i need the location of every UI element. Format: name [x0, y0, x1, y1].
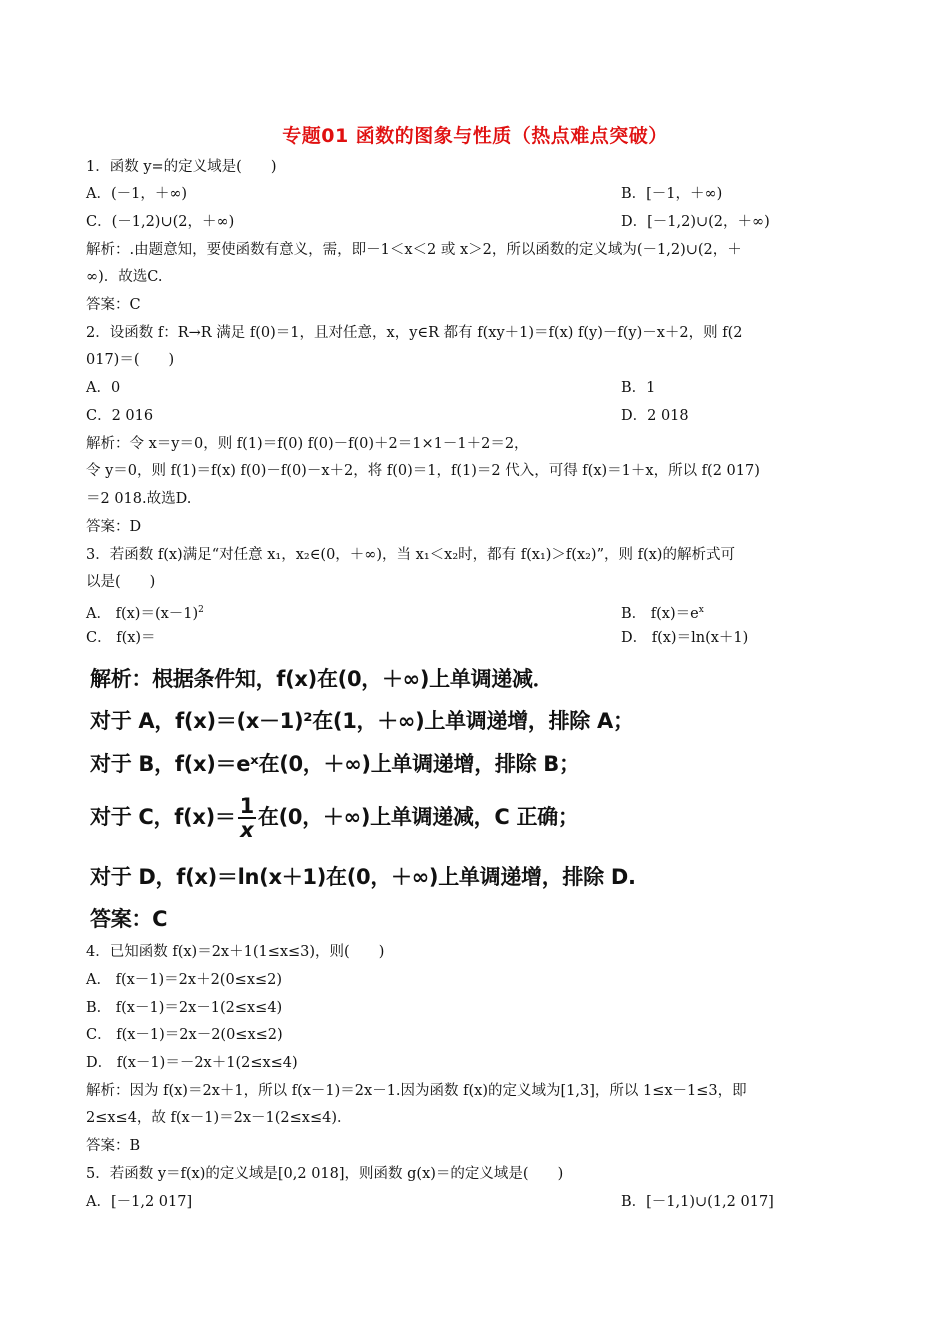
q1-option-d: D．[－1,2)∪(2，＋∞)	[621, 214, 770, 230]
q1-stem: 1．函数 y=的定义域是( )	[86, 159, 277, 175]
q1-analysis-line-1: 解析：.由题意知，要使函数有意义，需，即－1＜x＜2 或 x＞2，所以函数的定义域为(－1,2)∪(2，＋	[86, 242, 742, 258]
q5-option-a: A．[－1,2 017]	[86, 1194, 193, 1210]
q2-stem-line-1: 2．设函数 f：R→R 满足 f(0)＝1，且对任意，x，y∈R 都有 f(xy＋1)＝f(x) f(y)－f(y)－x＋2，则 f(2	[86, 325, 743, 341]
q4-option-b: B． f(x－1)＝2x－1(2≤x≤4)	[86, 1000, 283, 1016]
q4-option-a: A． f(x－1)＝2x＋2(0≤x≤2)	[86, 972, 283, 988]
q1-option-c: C．(－1,2)∪(2，＋∞)	[86, 214, 235, 230]
q4-option-d: D． f(x－1)＝－2x＋1(2≤x≤4)	[86, 1055, 298, 1071]
q2-option-a: A．0	[86, 380, 121, 396]
q4-stem: 4．已知函数 f(x)＝2x＋1(1≤x≤3)，则( )	[86, 944, 385, 960]
q1-option-b: B．[－1，＋∞)	[621, 186, 723, 202]
q1-analysis-line-2: ∞)．故选C.	[86, 269, 163, 285]
q2-stem-line-2: 017)＝( )	[86, 352, 175, 368]
q3-answer: 答案：C	[90, 907, 168, 931]
q2-option-d: D．2 018	[621, 408, 689, 424]
q3-solution-line-4: 对于 C，f(x)＝ $\frac{1}{x}$ 在(0，＋∞)上单调递减，C 正确；	[90, 794, 579, 842]
q5-stem: 5．若函数 y＝f(x)的定义域是[0,2 018]，则函数 g(x)＝的定义域是( )	[86, 1166, 564, 1182]
q2-option-c: C．2 016	[86, 408, 154, 424]
q4-option-c: C． f(x－1)＝2x－2(0≤x≤2)	[86, 1027, 283, 1043]
q3-option-c: C． f(x)＝	[86, 630, 156, 646]
q3-solution-line-2: 对于 A，f(x)＝(x－1)²在(1，＋∞)上单调递增，排除 A；	[90, 709, 634, 733]
q5-option-b: B．[－1,1)∪(1,2 017]	[621, 1194, 774, 1210]
q3-solution-line-5: 对于 D，f(x)＝ln(x＋1)在(0，＋∞)上单调递增，排除 D.	[90, 865, 636, 889]
q3-option-a: A． $f(x)=(x-1)^2$	[86, 605, 204, 622]
q1-option-a: A．(－1，＋∞)	[86, 186, 188, 202]
q3-stem-line-2: 以是( )	[86, 574, 156, 590]
fraction-one-over-x: $\frac{1}{x}$	[239, 794, 254, 842]
q2-option-b: B．1	[621, 380, 656, 396]
q3-solution-line-3: 对于 B，f(x)＝eˣ在(0，＋∞)上单调递增，排除 B；	[90, 752, 580, 776]
q2-analysis-line-3: ＝2 018.故选D.	[86, 491, 192, 507]
q4-analysis-line-1: 解析：因为 f(x)＝2x＋1，所以 f(x－1)＝2x－1.因为函数 f(x)的定义域为[1,3]，所以 1≤x－1≤3，即	[86, 1083, 747, 1099]
q3-stem-line-1: 3．若函数 f(x)满足“对任意 x₁，x₂∈(0，＋∞)，当 x₁＜x₂时，都有 f(x₁)＞f(x₂)”，则 f(x)的解析式可	[86, 547, 735, 563]
q4-answer: 答案：B	[86, 1138, 141, 1154]
q3-solution-line-1: 解析：根据条件知，f(x)在(0，＋∞)上单调递减．	[90, 667, 554, 691]
q2-answer: 答案：D	[86, 519, 142, 535]
q1-answer: 答案：C	[86, 297, 141, 313]
q2-analysis-line-1: 解析：令 x＝y＝0，则 f(1)＝f(0) f(0)－f(0)＋2＝1×1－1＋2＝2，	[86, 436, 529, 452]
q3-option-b: B． $f(x)=e^x$	[621, 605, 704, 622]
q2-analysis-line-2: 令 y＝0，则 f(1)＝f(x) f(0)－f(0)－x＋2，将 f(0)＝1，f(1)＝2 代入，可得 f(x)＝1＋x，所以 f(2 017)	[86, 463, 760, 479]
q3-option-d: D． f(x)＝ln(x＋1)	[621, 630, 749, 646]
q4-analysis-line-2: 2≤x≤4，故 f(x－1)＝2x－1(2≤x≤4)．	[86, 1110, 352, 1126]
document-title: 专题01 函数的图象与性质（热点难点突破）	[282, 125, 668, 147]
